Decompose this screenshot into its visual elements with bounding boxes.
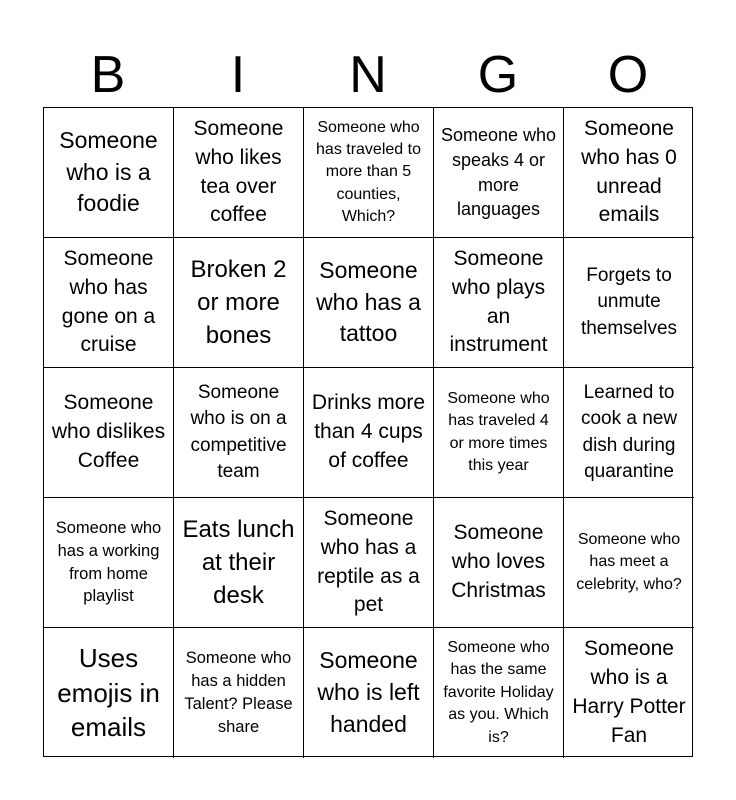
header-letter-o: O <box>607 46 649 104</box>
bingo-cell-text: Forgets to unmute themselves <box>580 265 678 339</box>
bingo-cell[interactable] <box>434 498 564 628</box>
bingo-cell-text: Uses emojis in emails <box>57 643 160 743</box>
bingo-cell[interactable] <box>304 108 434 238</box>
header-letter-n: N <box>349 46 387 104</box>
bingo-cell[interactable] <box>304 498 434 628</box>
bingo-cell[interactable] <box>44 368 174 498</box>
bingo-cell[interactable] <box>304 628 434 758</box>
bingo-cell[interactable] <box>174 498 304 628</box>
bingo-cell[interactable] <box>564 108 694 238</box>
header-letter-g: G <box>477 46 519 104</box>
bingo-card-grid <box>43 107 693 757</box>
bingo-cell[interactable] <box>304 368 434 498</box>
bingo-cell[interactable] <box>44 108 174 238</box>
header-letter-i: I <box>230 46 246 104</box>
bingo-cell-text: Someone who has a working from home playlist <box>55 518 162 606</box>
bingo-cell-text: Broken 2 or more bones <box>190 255 287 350</box>
bingo-cell-text: Someone who is a foodie <box>59 126 158 217</box>
bingo-cell-text: Eats lunch at their desk <box>182 515 295 610</box>
bingo-cell-text: Someone who is left handed <box>317 647 420 737</box>
bingo-header <box>43 42 693 108</box>
bingo-cell-text: Someone who has gone on a cruise <box>61 246 156 357</box>
bingo-cell-text: Someone who plays an instrument <box>449 246 548 357</box>
bingo-cell-text: Someone who is a Harry Potter Fan <box>572 637 686 747</box>
bingo-cell[interactable] <box>44 628 174 758</box>
bingo-cell-text: Someone who likes tea over coffee <box>193 116 284 227</box>
bingo-cell[interactable] <box>564 238 694 368</box>
bingo-cell[interactable] <box>434 628 564 758</box>
bingo-cell-text: Someone who has a hidden Talent? Please share <box>184 649 293 736</box>
bingo-cell-text: Learned to cook a new dish during quarantine <box>580 382 678 482</box>
bingo-cell[interactable] <box>174 368 304 498</box>
bingo-cell[interactable] <box>174 628 304 758</box>
bingo-cell-text: Someone who has meet a celebrity, who? <box>576 530 682 593</box>
bingo-cell-text: Someone who speaks 4 or more languages <box>440 124 557 220</box>
bingo-cell[interactable] <box>44 498 174 628</box>
header-letter-b: B <box>90 46 126 104</box>
bingo-cell-text: Someone who has 0 unread emails <box>581 116 677 227</box>
bingo-cell-text: Someone who has traveled to more than 5 counties, Which? <box>316 118 421 226</box>
bingo-cell[interactable] <box>564 368 694 498</box>
bingo-cell[interactable] <box>434 368 564 498</box>
bingo-cell-text: Someone who has the same favorite Holiday as you. Which is? <box>443 639 554 746</box>
bingo-cell[interactable] <box>564 628 694 758</box>
bingo-cell[interactable] <box>434 108 564 238</box>
bingo-cell-text: Someone who is on a competitive team <box>190 382 287 482</box>
bingo-cell[interactable] <box>304 238 434 368</box>
bingo-cell[interactable] <box>174 108 304 238</box>
bingo-cell-text: Someone who has a tattoo <box>316 256 421 347</box>
bingo-cell[interactable] <box>174 238 304 368</box>
bingo-cell-text: Someone who has traveled 4 or more times this year <box>447 389 550 474</box>
bingo-cell[interactable] <box>44 238 174 368</box>
bingo-cell-text: Someone who has a reptile as a pet <box>317 506 420 617</box>
bingo-cell-text: Someone who loves Christmas <box>451 521 546 602</box>
bingo-cell[interactable] <box>564 498 694 628</box>
bingo-cell-text: Someone who dislikes Coffee <box>51 391 166 472</box>
bingo-cell[interactable] <box>434 238 564 368</box>
bingo-cell-text: Drinks more than 4 cups of coffee <box>311 391 426 472</box>
